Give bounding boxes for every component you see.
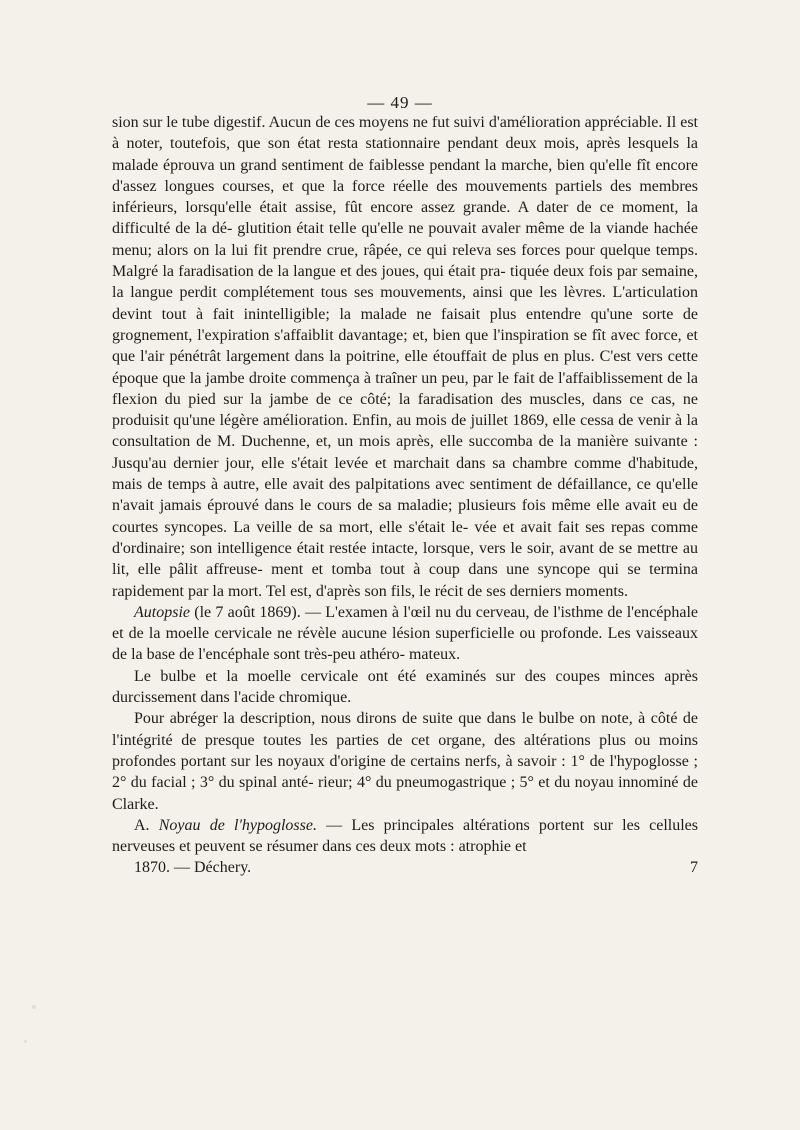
paragraph-noyau <box>112 815 698 858</box>
paragraph-3: Le bulbe et la moelle cervicale ont été examinés sur des coupes minces après durcissement dans l'acide chromique. <box>112 667 698 707</box>
footer-signature: 1870. — Déchery. <box>134 859 252 877</box>
autopsie-heading: Autopsie <box>134 603 190 621</box>
footer-sheet-number: 7 <box>690 859 698 877</box>
autopsie-text: (le 7 août 1869). — L'examen à l'œil nu du cerveau, de l'isthme de l'encéphale et de la moelle cervicale ne révèle aucune lésion superficielle ou profonde. Les vaisseaux de la base de l'encéphale sont très-peu athéro- mateux. <box>112 603 698 664</box>
page-number: — 49 — <box>367 93 433 112</box>
page-footer <box>134 857 698 878</box>
body-text <box>112 112 698 879</box>
paper-speck <box>24 1040 27 1043</box>
noyau-heading: Noyau de l'hypoglosse. <box>158 816 317 834</box>
section-letter: A. <box>134 816 159 834</box>
noyau-text: — Les principales altérations portent sur les cellules nerveuses et peuvent se résumer dans ces deux mots : atrophie et <box>112 816 698 856</box>
paper-speck <box>32 1005 36 1009</box>
paragraph-4: Pour abréger la description, nous dirons de suite que dans le bulbe on note, à côté de l'intégrité de presque toutes les parties de cet organe, des altérations plus ou moins profondes portant sur les noyaux d'origine de certains nerfs, à savoir : 1° de l'hypoglosse ; 2° du facial ; 3° du spinal anté- rieur; 4° du pneumogastrique ; 5° et du noyau innominé de Clarke. <box>112 710 698 813</box>
paragraph-1: sion sur le tube digestif. Aucun de ces moyens ne fut suivi d'amélioration appréciable. Il est à noter, toutefois, que son état resta stationnaire pendant deux mois, après lesquels la malade éprouva un grand sentiment de faiblesse pendant la marche, bien qu'elle fît encore d'assez longues courses, et que la force réelle des mouvements partiels des membres inférieurs, lorsqu'elle était assise, fût encore assez grande. A dater de ce moment, la difficulté de la dé- glutition était telle qu'elle ne pouvait avaler même de la viande hachée menu; alors on la lui fit prendre crue, râpée, ce qui releva ses forces pour quelque temps. Malgré la faradisation de la langue et des joues, qui était pra- tiquée deux fois par semaine, la langue perdit complétement tous ses mouvements, ainsi que les lèvres. L'articulation devint tout à fait inintelligible; la malade ne faisait plus entendre qu'une sorte de grognement, l'expiration s'affaiblit davantage; et, bien que l'inspiration se fît avec force, et que l'air pénétrât largement dans la poitrine, elle étouffait de plus en plus. C'est vers cette époque que la jambe droite commença à traîner un peu, par le fait de l'affaiblissement de la flexion du pied sur la jambe de ce côté; la faradisation des muscles, dans ce cas, ne produisit qu'une légère amélioration. Enfin, au mois de juillet 1869, elle cessa de venir à la consultation de M. Duchenne, et, un mois après, elle succomba de la manière suivante : Jusqu'au dernier jour, elle s'était levée et marchait dans sa chambre comme d'habitude, mais de temps à autre, elle avait des palpitations avec sentiment de défaillance, ce qu'elle n'avait jamais éprouvé dans le cours de sa maladie; plusieurs fois même elle avait eu de courtes syncopes. La veille de sa mort, elle s'était le- vée et avait fait ses repas comme d'ordinaire; son intelligence était restée intacte, lorsque, vers le soir, avant de se mettre au lit, elle pâlit affreuse- ment et tomba tout à coup dans une syncope qui se termina rapidement par la mort. Tel est, d'après son fils, le récit de ses derniers moments. <box>112 114 698 600</box>
paragraph-autopsie <box>112 602 698 666</box>
